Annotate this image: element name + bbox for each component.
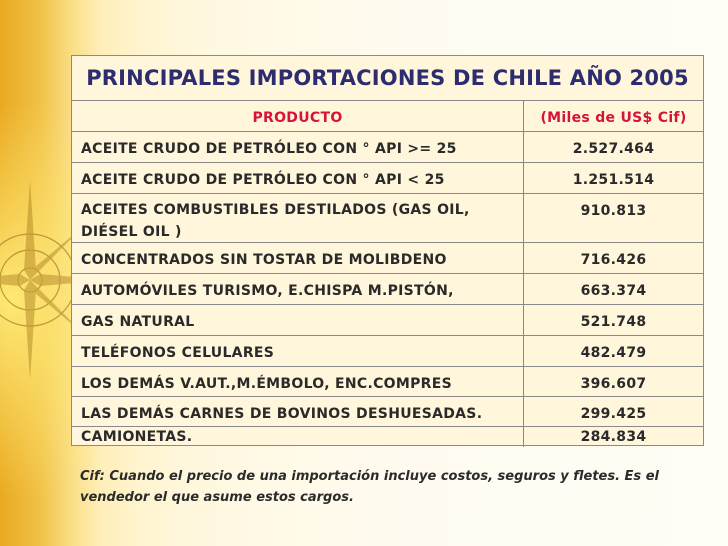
row-product: ACEITE CRUDO DE PETRÓLEO CON ° API < 25 xyxy=(72,163,524,193)
table-row xyxy=(72,274,703,305)
table-row xyxy=(72,163,703,194)
table-title: PRINCIPALES IMPORTACIONES DE CHILE AÑO 2005 xyxy=(72,56,703,101)
cif-footnote: Cif: Cuando el precio de una importación incluye costos, seguros y fletes. Es el vendedor el que asume estos cargos. xyxy=(80,469,659,505)
table-row xyxy=(72,194,703,243)
row-product: GAS NATURAL xyxy=(72,305,524,335)
table-header-row xyxy=(72,101,703,132)
row-product: ACEITE CRUDO DE PETRÓLEO CON ° API >= 25 xyxy=(72,132,524,162)
table-row xyxy=(72,305,703,336)
imports-table xyxy=(71,55,704,446)
table-row xyxy=(72,243,703,274)
table-row xyxy=(72,132,703,163)
row-product: TELÉFONOS CELULARES xyxy=(72,336,524,366)
row-product-line2: DIÉSEL OIL ) xyxy=(81,224,182,240)
table-row xyxy=(72,367,703,397)
row-product: LOS DEMÁS V.AUT.,M.ÉMBOLO, ENC.COMPRES xyxy=(72,367,524,396)
row-value: 663.374 xyxy=(580,283,647,299)
header-value: (Miles de US$ Cif) xyxy=(540,110,687,126)
row-value: 299.425 xyxy=(580,406,647,422)
row-product: AUTOMÓVILES TURISMO, E.CHISPA M.PISTÓN, xyxy=(72,274,524,304)
row-product: LAS DEMÁS CARNES DE BOVINOS DESHUESADAS. xyxy=(72,397,524,426)
row-product xyxy=(72,194,524,242)
table-row xyxy=(72,336,703,367)
row-value: 1.251.514 xyxy=(572,172,655,188)
row-value: 482.479 xyxy=(580,345,647,361)
row-value: 910.813 xyxy=(580,203,647,219)
row-value: 716.426 xyxy=(580,252,647,268)
row-product: CONCENTRADOS SIN TOSTAR DE MOLIBDENO xyxy=(72,243,524,273)
row-value: 284.834 xyxy=(580,429,647,445)
row-value: 2.527.464 xyxy=(572,141,655,157)
row-value: 396.607 xyxy=(580,376,647,392)
header-product: PRODUCTO xyxy=(72,101,524,131)
table-row xyxy=(72,397,703,427)
row-product: CAMIONETAS. xyxy=(72,427,524,447)
row-value: 521.748 xyxy=(580,314,647,330)
row-product-line1: ACEITES COMBUSTIBLES DESTILADOS (GAS OIL, xyxy=(81,202,470,218)
table-row xyxy=(72,427,703,447)
